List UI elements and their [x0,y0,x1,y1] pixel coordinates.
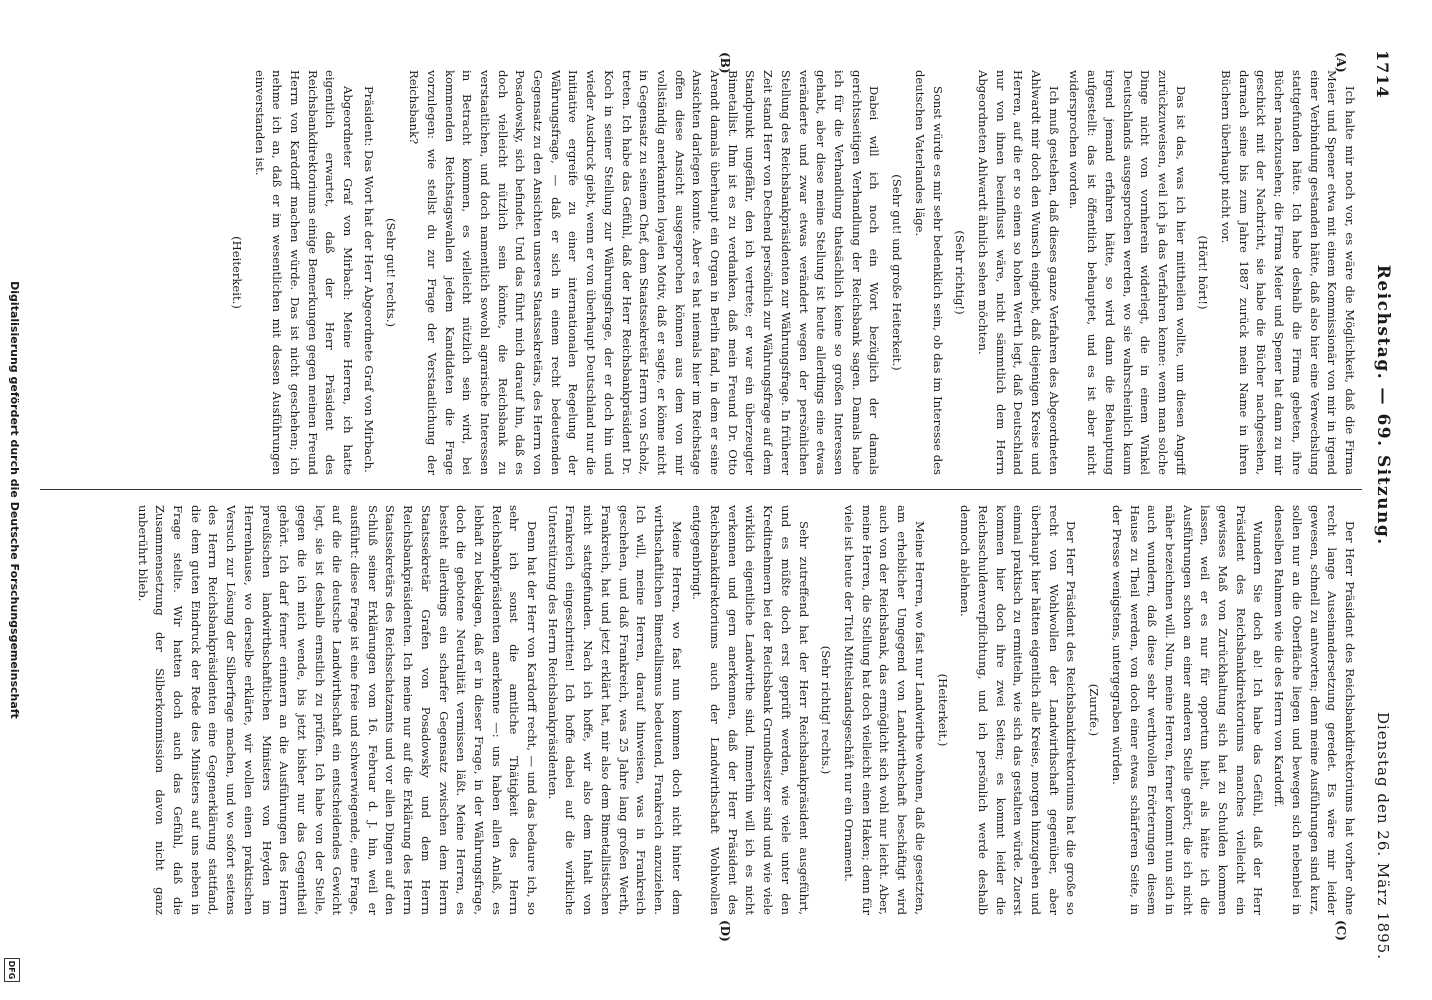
column-divider [40,489,1362,490]
paragraph: Denn hat der Herr von Kardorff recht, — und das bedaure ich, so sehr ich sonst die amtliche Thätigkeit des Herrn Reichsbankpräsidenten anerkenne —: uns haben allen Anlaß, es lebhaft zu beklagen, daß er in dieser Frage, in der Währungsfrage, doch die gebotene Neutralität vermissen läßt. Meine Herren, es besteht allerdings ein scharfer Gegensatz zwischen dem Herrn Staatssekretär Grafen von Posadowsky und dem Herrn Reichsbankpräsidenten. Ich meine nur auf die Erklärung des Herrn Staatssekretärs des Reichsschatzamts und vor allen Dingen auf den Schluß seiner Erklärungen vom 16. Februar d. J. hin, weil er ausführt: diese Frage ist eine freie und schwerwiegende, eine Frage, auf die die deutsche Landwirthschaft ein entscheidendes Gewicht legt, sie ist deshalb ernstlich zu prüfen. Ich habe von der Stelle, gegen die ich mich wende, bis jetzt bisher nur das Gegentheil gehört. Ich darf ferner erinnern an die Ausführungen des Herrn preußischen landwirthschaftlichen Ministers von Heyden im Herrenhause, wo derselbe erklärte, wir wollen einen praktischen Versuch zur Lösung der Silberfrage machen, und wo sofort seitens des Herrn Reichsbankpräsidenten eine Gegenerklärung stattfand, die dem guten Eindruck der Rede des Ministers auf uns neben in Frage stellte. Wir hatten doch auch das Gefühl, daß die Zusammensetzung der Silberkommission davon nicht ganz unberührt blieb. [135,505,540,915]
right-column [60,505,1358,915]
paragraph: Ich muß gestehen, daß dieses ganze Verfahren des Abgeordneten Ahlwardt mir doch den Wunsch eingiebt, daß diejenigen Kreise und Herren, auf die er so einen so hohen Werth legt, daß Deutschland nur von ihnen beeinflusst wäre, nicht sämmtlich dem Herrn Abgeordneten Ahlwardt ähnlich sehen möchten. [975,70,1061,475]
paragraph: Der Herr Präsident des Reichsbankdirektoriums hat die große so recht von Wohlwollen der Landwirthschaft gegenüber, aber überhaupt hier hätten eigentlich alle Kreise, morgen hinzugehen und einmal praktisch zu ermitteln, wie sich das gestalten würde. Zuerst kommen hier doch ihre zwei Seiten; es kommt leider die Reichsschuldenverpflichtung, und ich persönlich werde deshalb dennoch ablehnen. [958,505,1079,915]
page-title: Reichstag. — 69. Sitzung. [1373,264,1393,546]
paragraph: Dabei will ich noch ein Wort bezüglich der damals gerichtsseitigen Verhandlung der Reichsbank sagen. Damals habe ich für die Verhandlung thatsächlich keine so großen Interessen gehabt, aber diese meine Stellung ist heute allerdings eine etwas veränderte und zwar etwas verändert wegen der persönlichen Stellung des Reichsbankpräsidenten zur Währungsfrage. In früherer Zeit stand Herr von Dechend persönlich zur Währungsfrage auf dem Standpunkt ungefähr, den ich vertrete; er war ein überzeugter Bimetallist. Ihm ist es zu verdanken, daß mein Freund Dr. Otto Arendt damals überhaupt ein Organ in Berlin fand, in dem er seine Ansichten darlegen konnte. Aber es hat niemals hier im Reichstage offen diese Ansicht ausgesprochen können aus dem von mir vollständig anerkannten loyalen Motiv, daß er sagte, er könne nicht in Gegensatz zu seinem Chef, dem Staatssekretär Herrn von Scholz, treten. Ich habe das Gefühl, daß der Herr Reichsbankpräsident Dr. Koch in seiner Stellung zur Währungsfrage, der er doch hin und wieder Ausdruck giebt, wenn er von überhaupt Deutschland nur die Initiative ergreife zu einer internationalen Regelung der Währungsfrage, — daß er sich in einem recht bedeutenden Gegensatz zu den Ansichten unseres Staatssekretärs, des Herrn von Posadowsky, sich befindet. Und das führt mich darauf hin, daß es doch vielleicht nützlich sein könnte, die Reichsbank zu verstaatlichen, und doch namentlich sowohl agrarische Interessen in Betracht kommen, es vielleicht nützlich sein wird, bei kommenden Reichstagswahlen jedem Kandidaten die Frage vorzulegen: wie stellst du zur Frage der Verstaatlichung der Reichsbank? [407,70,882,475]
paragraph: Das ist das, was ich hier mittheilen wollte, um diesen Angriff zurückzuweisen, weil ich ja das Verfahren kenne: wenn man solche Dinge nicht von vornherein widerlegt, die in einem Winkel Deutschlands ausgesprochen werden, wo sie wahrscheinlich kaum irgend jemand erfahren hätte, so wird dann die Behauptung aufgestellt: das ist öffentlich behauptet, und es ist aber nicht widersprochen worden. [1067,70,1188,475]
paragraph: Präsident: Das Wort hat der Herr Abgeordnete Graf von Mirbach. [361,86,376,473]
digitization-credit: Digitalisierung gefördert durch die Deutsche Forschungsgemeinschaft [8,281,21,719]
page-header [1368,50,1398,960]
interjection: (Sehr richtig!) [953,230,968,315]
paragraph: Wundern Sie doch ab! Ich habe das Gefühl, daß der Herr Präsident des Reichsbankdirektoriums manches vielleicht ein gewisses Maß von Zurückhaltung sich hat zu Schulden kommen lassen, weil er es nur für opportun hielt, als hätte ich die Ausführungen schon an einer anderen Stelle gehört; die ich nicht näher bezeichnen will. Nun, meine Herren, ferner kommt nun sich in auch wundern, daß diese sehr werthvollen Erörterungen diesem Hause zu Theil werden, von doch einer etwas schärferen Seite, in der Presse wenigstens, untergegraben würden. [1109,505,1266,915]
interjection: (Hört! hört!) [1196,235,1211,310]
margin-marker-c: (C) [1334,920,1348,941]
paragraph: Meine Herren, wo fast nun kommen doch nicht hinter dem wirthschaftlichen Bimetallismus bedeutend, Frankreich anzuziehen. Ich will, meine Herren, darauf hinweisen, was in Frankreich geschehen, und daß Frankreich, was 25 Jahre lang großen Werth, Frankreich, hat und jetzt erklärt hat, mir also dem Bimetallistischen nicht stattgefunden. Nach ich hoffe, wir also dem Inhalt von Frankreich eingeschritten! Ich hoffe dabei auf die wirkliche Unterstützung des Herrn Reichsbankpräsidenten. [545,505,684,915]
left-column [60,70,1358,475]
session-date: Dienstag den 26. März 1895. [1374,711,1392,960]
paragraph: Der Herr Präsident des Reichsbankdirektoriums hat vorher ohne recht lange Auseinandersetzung geredet. Es wäre mir leider gewesen, schnell zu antworten; denn meine Ausführungen sind kurz, sollen nur an die Oberfläche liegen und bewegen sich nebenbei in denselben Rahmen wie die des Herrn von Kardorff. [1272,505,1357,915]
interjection: (Heiterkeit.) [229,236,244,309]
interjection: (Sehr richtig! rechts.) [819,645,834,775]
interjection: (Heiterkeit.) [935,673,950,747]
paragraph: Abgeordneter Graf von Mirbach: Meine Herren, ich hatte eigentlich erwartet, daß der Herr Präsident des Reichsbankdirektoriums einige Bemerkungen gegen meinen Freund Herrn von Kardorff machen würde. Das ist nicht geschehen; ich nehme ich an, daß er im wesentlichen mit dessen Ausführungen einverstanden ist. [252,70,356,475]
page-number: 1714 [1373,50,1393,99]
interjection: (Sehr gut! rechts.) [384,217,399,328]
margin-marker-b: (B) [718,52,732,74]
paragraph: Sehr zutreffend hat der Herr Reichsbankpräsident ausgeführt, und es müßte doch erst geprüft werden, wie viele unter den Kreditnehmern bei der Reichsbank Grundbesitzer sind und wie viele wirklich eigentliche Landwirthe sind. Immerhin will ich es nicht verkennen und gern anerkennen, daß der Herr Präsident des Reichsbankdirektoriums auch der Landwirthschaft Wohlwollen entgegenbringt. [690,505,811,915]
interjection: (Sehr gut! und große Heiterkeit.) [890,174,905,371]
paragraph: Sonst würde es mir sehr bedenklich sein, ob das im Interesse des deutschen Vaterlandes läge. [912,70,945,475]
dfg-logo: DFG [4,958,20,982]
margin-marker-d: (D) [718,920,732,942]
margin-marker-a: (A) [1334,52,1348,73]
interjection: (Zurufe.) [1087,683,1102,737]
paragraph: Ich halte mir noch vor, es wäre die Möglichkeit, daß die Firma Meier und Spener etwa mit einem Kommissionär von mir in irgend einer Verbindung gestanden hätte, daß also hier eine Verwechslung stattgefunden hätte. Ich habe deshalb die Firma gebeten, ihre Bücher nachzusehen; die Firma Meier und Spener hat dann zu mir geschickt mit der Nachricht, sie habe die Bücher nachgesehen, darnach seine bis zum Jahre 1887 zurück mein Name in ihren Büchern überhaupt nicht vor. [1219,70,1357,475]
paragraph: Meine Herren, wo fast nur Landwirthe wohnen, daß die gesetzten, am erheblicher Umgegend von Landwirthschaft beschäftigt wird auch von der Reichsbank, das ermöglicht sich wohl nur leicht. Aber, meine Herren, die Stellung hat doch vielleicht einen Haken; denn für viele ist heute der Titel Mittelstandsgeschäft nur ein Ornament. [842,505,927,915]
